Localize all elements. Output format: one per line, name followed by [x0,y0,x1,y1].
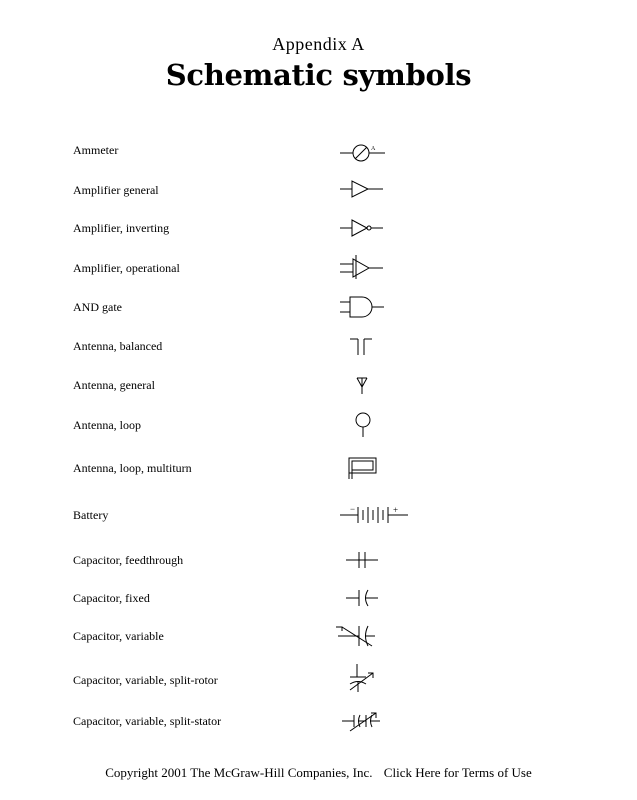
symbol-label-amplifier-inverting: Amplifier, inverting [73,221,170,235]
page-footer [0,765,637,781]
symbol-label-capacitor-split-stator: Capacitor, variable, split-stator [73,714,222,728]
amplifier-inverting-symbol-icon [330,208,420,248]
symbol-label-amplifier-general: Amplifier general [73,183,159,197]
symbol-label-capacitor-fixed: Capacitor, fixed [73,591,150,605]
symbol-label-antenna-loop: Antenna, loop [73,418,141,432]
capacitor-split-rotor-symbol-icon [330,658,420,698]
symbol-label-antenna-balanced: Antenna, balanced [73,339,163,353]
copyright-text: Copyright 2001 The McGraw-Hill Companies, Inc. [105,765,373,780]
battery-symbol-icon [330,495,420,535]
appendix-label: Appendix A [272,34,365,54]
and-gate-symbol-icon [330,287,420,327]
symbol-label-and-gate: AND gate [73,300,122,314]
amplifier-operational-symbol-icon [330,248,420,288]
capacitor-variable-symbol-icon [330,616,420,656]
symbol-label-antenna-loop-multiturn: Antenna, loop, multiturn [73,461,192,475]
ammeter-mark: A [371,146,376,152]
symbol-label-capacitor-feedthrough: Capacitor, feedthrough [73,553,184,567]
page-title: Schematic symbols [165,58,472,92]
battery-negative-mark: − [350,504,356,514]
battery-positive-mark: + [393,505,399,515]
antenna-general-symbol-icon [330,366,420,406]
terms-of-use-link[interactable]: Click Here for Terms of Use [383,765,532,780]
amplifier-general-symbol-icon [330,169,420,209]
symbol-label-capacitor-split-rotor: Capacitor, variable, split-rotor [73,673,218,687]
symbol-label-ammeter: Ammeter [73,143,119,157]
symbol-label-antenna-general: Antenna, general [73,378,155,392]
antenna-loop-symbol-icon [330,405,420,445]
antenna-balanced-symbol-icon [330,327,420,367]
antenna-loop-multiturn-symbol-icon [330,447,420,487]
symbol-label-amplifier-operational: Amplifier, operational [73,261,180,275]
capacitor-fixed-symbol-icon [330,578,420,618]
capacitor-split-stator-symbol-icon [330,701,420,741]
capacitor-feedthrough-symbol-icon [330,540,420,580]
symbol-label-capacitor-variable: Capacitor, variable [73,629,164,643]
symbol-label-battery: Battery [73,508,109,522]
ammeter-symbol-icon [330,133,420,173]
